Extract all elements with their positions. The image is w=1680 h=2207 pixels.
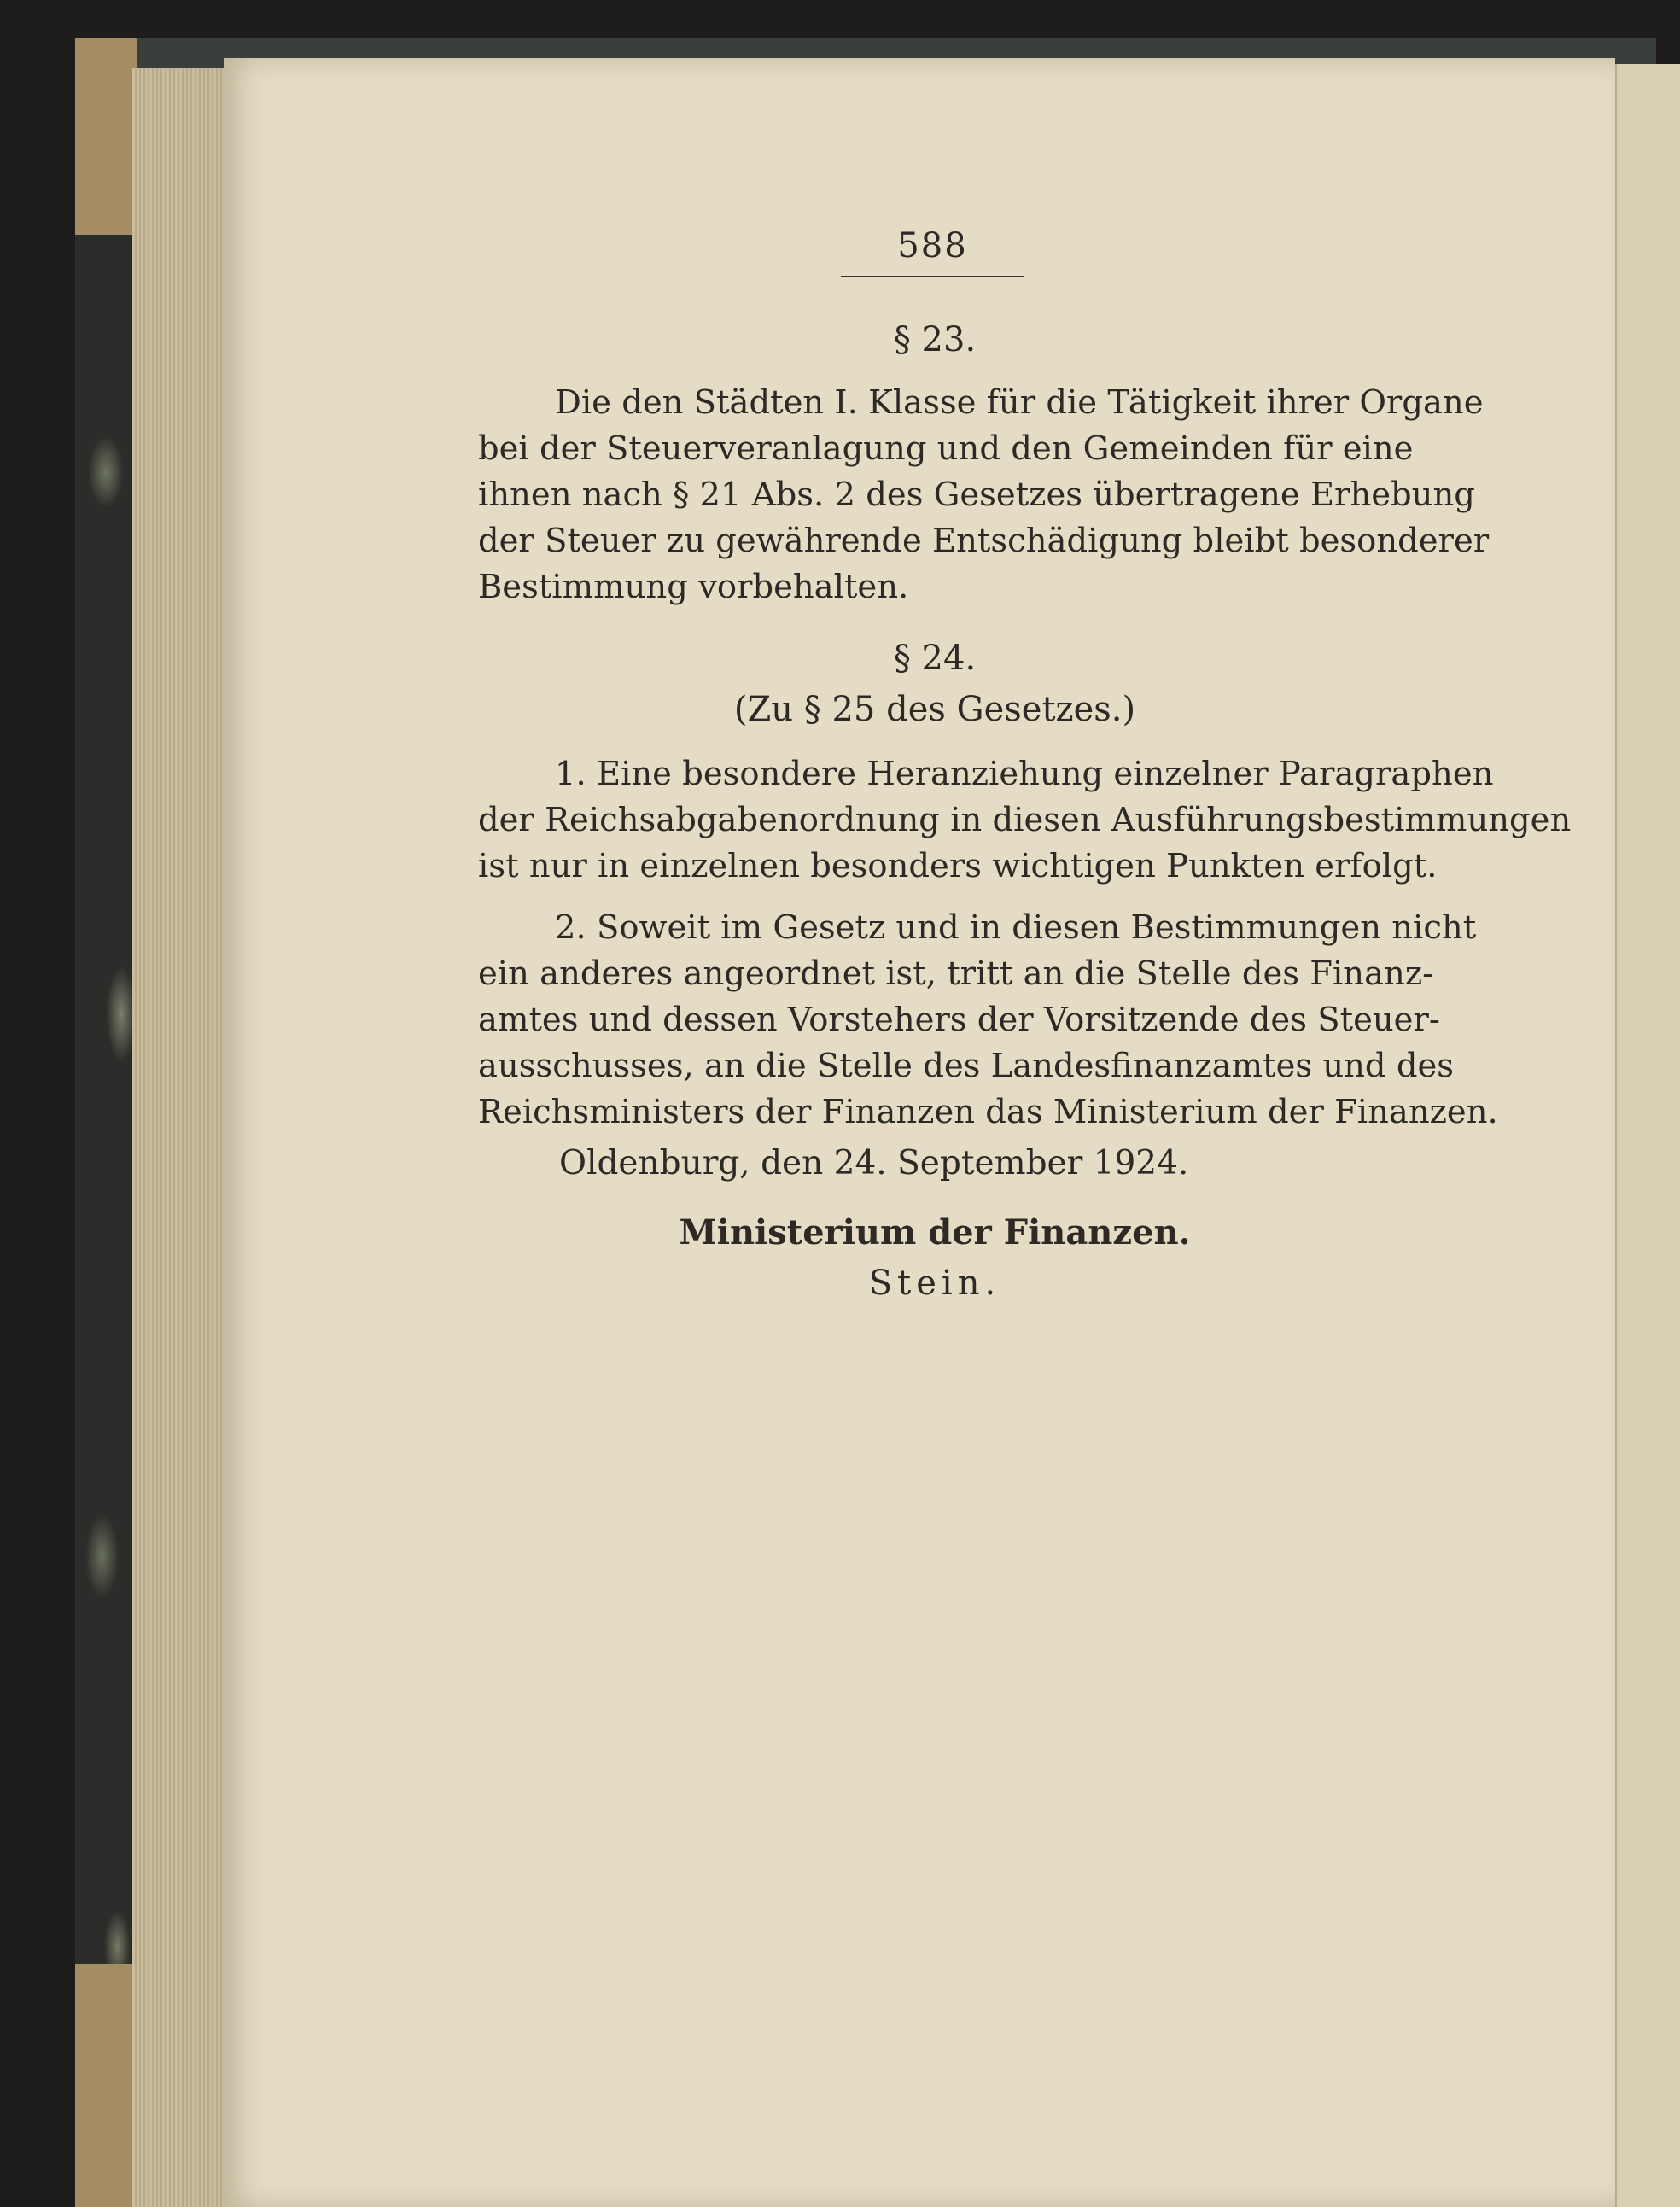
text-line: Die den Städten I. Klasse für die Tätigkeit ihrer Organe [555, 383, 1484, 422]
section-24-item-2 [478, 905, 1498, 1136]
text-line: ihnen nach § 21 Abs. 2 des Gesetzes übertragene Erhebung [478, 476, 1475, 514]
text-line: Bestimmung vorbehalten. [478, 568, 909, 606]
next-page-edge [1615, 64, 1680, 2207]
text-line: ein anderes angeordnet ist, tritt an die Stelle des Finanz- [478, 955, 1434, 993]
text-line: 1. Eine besondere Heranziehung einzelner Paragraphen [555, 755, 1494, 793]
text-line: 2. Soweit im Gesetz und in diesen Bestimmungen nicht [555, 908, 1477, 947]
text-line: der Reichsabgabenordnung in diesen Ausführungsbestimmungen [478, 801, 1572, 839]
signature-ministry: Ministerium der Finanzen. [679, 1212, 1191, 1252]
section-heading-23: § 23. [893, 320, 977, 359]
page-edges [132, 68, 226, 2207]
text-line: Reichsministers der Finanzen das Ministerium der Finanzen. [478, 1093, 1498, 1131]
text-line: ist nur in einzelnen besonders wichtigen Punkten erfolgt. [478, 847, 1438, 885]
section-heading-24: § 24. [893, 639, 977, 678]
text-line: bei der Steuerveranlagung und den Gemeinden für eine [478, 429, 1414, 468]
section-23-paragraph [478, 380, 1490, 610]
section-subheading-24: (Zu § 25 des Gesetzes.) [733, 690, 1136, 729]
date-line: Oldenburg, den 24. September 1924. [559, 1144, 1189, 1182]
text-line: ausschusses, an die Stelle des Landesfinanzamtes und des [478, 1047, 1455, 1085]
signature-name: Stein. [868, 1264, 1001, 1303]
page-number: 588 [841, 226, 1024, 277]
text-line: der Steuer zu gewährende Entschädigung bleibt besonderer [478, 522, 1490, 560]
text-line: amtes und dessen Vorstehers der Vorsitzende des Steuer- [478, 1001, 1440, 1039]
section-24-item-1 [478, 751, 1572, 890]
